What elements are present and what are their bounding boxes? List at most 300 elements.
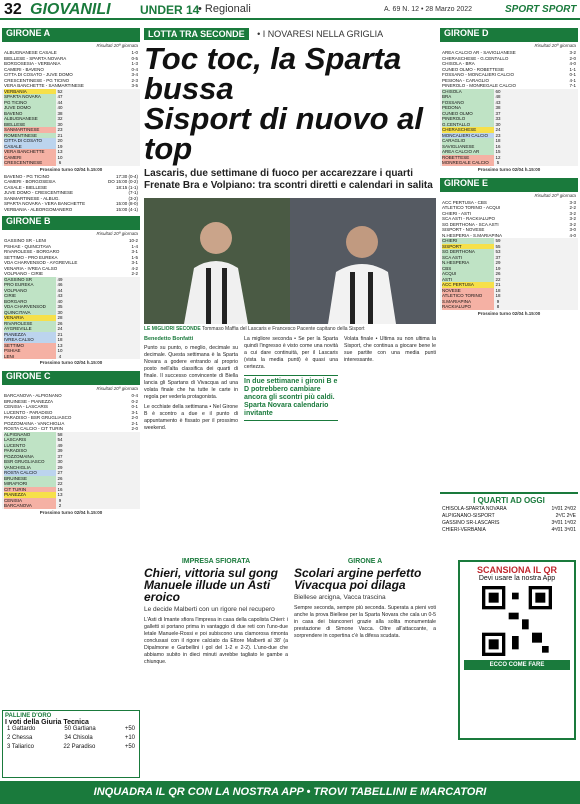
fixture-match: CASALE - BIELLESE bbox=[4, 184, 48, 190]
next-round: Prossimo turno 02/04 h.15:00 bbox=[39, 166, 103, 172]
paragraph-1: Punto su punto, o meglio, decimale su decimale. Questa settimana è la Sparta Novara a godere entrando al proprio posto nell'alta classifica dei quarti di finale. Il successo convincente di Biella lancia gli Spartans di Vivacqua ad una volata finale che ha tutte le carte in regola per vederla protagonista. bbox=[144, 345, 238, 400]
team-points: 16 bbox=[57, 486, 63, 492]
paragraph-4: Le occhiate della settimana • Nel Girone B è scontro a due e il punto di appuntamento è fissato per il prossimo weekend. bbox=[144, 404, 238, 431]
team-points: 13 bbox=[57, 342, 63, 348]
right-standings-column bbox=[440, 24, 578, 318]
team-name: ALPIGNANO bbox=[4, 432, 56, 438]
article-kicker-secondary: • I NOVARESI NELLA GRIGLIA bbox=[257, 29, 384, 39]
team-points: 47 bbox=[57, 94, 63, 99]
team-points: 5 bbox=[496, 160, 500, 165]
team-name: CRESCENTINESE bbox=[4, 160, 56, 166]
quarti-row bbox=[440, 513, 578, 520]
team-points: 37 bbox=[495, 110, 501, 116]
player-name: 2 Chessa bbox=[7, 735, 33, 741]
main-article bbox=[144, 24, 436, 432]
result-match: BRUINESE - PIANEZZA bbox=[4, 398, 54, 404]
result-score: 4-1 bbox=[569, 77, 576, 83]
fixture-time: 17:30 (0-4) bbox=[115, 173, 138, 179]
team-points: 39 bbox=[57, 448, 63, 453]
result-match: SCA ASTI - RACKIALUPO bbox=[442, 216, 496, 221]
standings-table bbox=[2, 277, 140, 360]
palline-row bbox=[5, 735, 137, 744]
result-match: N.HESPERIA - S.MARIAPINA bbox=[442, 232, 503, 238]
team-points: 10 bbox=[57, 348, 63, 353]
team-points: 22 bbox=[57, 481, 63, 486]
result-match: CHERASCHESE - G.CENTALLO bbox=[442, 55, 509, 61]
result-score: 4-0 bbox=[569, 232, 576, 238]
team-points: 10 bbox=[57, 154, 63, 160]
team-name: BRUINESE bbox=[4, 476, 56, 482]
chieri-title: Chieri, vittoria sul gong Manuele illude un Asti eroico bbox=[144, 566, 279, 604]
article-col-1 bbox=[144, 336, 238, 432]
group-subtitle: Risultati 20ª giornata bbox=[96, 386, 138, 391]
team-name: VDA CHARVENSOD bbox=[4, 304, 56, 310]
result-score: 1-0 bbox=[131, 50, 138, 55]
fixture-time: DO 15:00 (0-2) bbox=[107, 179, 138, 184]
player-score: +10 bbox=[124, 735, 135, 741]
team-name: ROSTA CALCIO bbox=[4, 470, 56, 476]
section-title: GIOVANILI bbox=[30, 1, 111, 18]
quarti-match: CHIERI-VERBANIA bbox=[442, 527, 486, 533]
team-name: LUCENTO bbox=[4, 443, 56, 449]
team-points: 59 bbox=[495, 238, 501, 243]
team-points: 13 bbox=[57, 149, 63, 154]
title-line-1: Toc toc, la Sparta bussa bbox=[144, 41, 402, 106]
team-points: 26 bbox=[495, 271, 501, 276]
quarti-seed: 3ª/01 1ª/02 bbox=[551, 520, 576, 526]
standings-table bbox=[2, 432, 140, 509]
result-score: 4-2 bbox=[131, 265, 138, 271]
article-photo bbox=[144, 198, 436, 324]
quarti-seed: 2ª/C 2ª/E bbox=[555, 513, 576, 519]
team-points: 16 bbox=[495, 143, 501, 149]
team-name: CHERASCHESE bbox=[442, 127, 494, 133]
result-match: VENARIA - IVREA CALSO bbox=[4, 265, 58, 271]
team-points: 44 bbox=[57, 99, 63, 105]
team-points: 48 bbox=[495, 94, 501, 99]
team-points: 29 bbox=[57, 464, 63, 470]
article-col-2 bbox=[244, 336, 338, 432]
group-title: GIRONE D bbox=[440, 28, 578, 42]
team-points: 21 bbox=[495, 282, 501, 287]
next-round: Prossimo turno 02/04 h.15:00 bbox=[477, 310, 541, 316]
caption-label: LE MIGLIORI SECONDE bbox=[144, 326, 201, 332]
team-name: VENARIA bbox=[4, 315, 56, 321]
team-points: 35 bbox=[57, 304, 63, 309]
team-name: VANCHIGLIA bbox=[4, 465, 56, 471]
team-name: RIVAROLESE bbox=[4, 321, 56, 327]
fixture-time: (7-1) bbox=[128, 190, 138, 195]
team-name: ASTI bbox=[442, 277, 494, 283]
result-match: CHISOLA - BRA bbox=[442, 61, 475, 66]
team-name: JUVE DOMO bbox=[4, 105, 56, 111]
quarti-match: GASSINO SR-LASCARIS bbox=[442, 520, 500, 526]
quarti-list bbox=[440, 506, 578, 534]
team-points: 30 bbox=[57, 121, 63, 127]
result-score: 2-1 bbox=[131, 420, 138, 426]
masthead-logo: SPORT SPORT bbox=[505, 4, 577, 15]
result-match: CRESCENTINESE - PG TICINO bbox=[4, 77, 70, 83]
team-points: 38 bbox=[57, 110, 63, 116]
team-points: 13 bbox=[57, 492, 63, 497]
result-match: ROSTA CALCIO - CIT TURIN bbox=[4, 426, 64, 431]
result-score: 3-5 bbox=[131, 83, 138, 88]
fixture-time: 15:00 (4-1) bbox=[115, 206, 138, 212]
team-name: LENI bbox=[4, 354, 56, 360]
team-name: VOLPIANO bbox=[4, 288, 56, 294]
team-name: PIANEZZA bbox=[4, 332, 56, 338]
fixture-row bbox=[2, 207, 140, 213]
team-name: LASCARIS bbox=[4, 437, 56, 443]
team-name: ALBUGNANESE bbox=[4, 116, 56, 122]
team-name: ROMENTINESE bbox=[4, 133, 56, 139]
team-name: SCA ASTI bbox=[442, 255, 494, 261]
result-score: 1-5 bbox=[131, 254, 138, 260]
result-score: 10-2 bbox=[128, 238, 138, 243]
team-points: 19 bbox=[495, 265, 501, 271]
team-name: CITTA DI COSATO bbox=[4, 138, 56, 144]
qr-howto-title: ECCO COME FARE bbox=[464, 660, 570, 670]
team-name: SPARTA NOVARA bbox=[4, 94, 56, 100]
result-match: VOLPIANO - CIRIE bbox=[4, 271, 44, 276]
team-name: PG TICINO bbox=[4, 100, 56, 106]
next-round: Prossimo turno 02/04 h.15:00 bbox=[477, 166, 541, 172]
result-score: 2-2 bbox=[569, 205, 576, 210]
result-score: 1-3 bbox=[131, 61, 138, 66]
result-match: CITTA DI COSATO - JUVE DOMO bbox=[4, 72, 73, 77]
team-points: 60 bbox=[495, 88, 501, 94]
palline-list bbox=[5, 726, 137, 753]
palline-row bbox=[5, 744, 137, 753]
scolari-text: Sempre seconda, sempre più seconda. Superata a pieni voti anche la prova Biellese per la Sparta Novara che cala un 0-5 in casa dei bianconeri grazie alla solita monumentale prestazione di Simone Vacca. Oltre all'attaccante, a sorprendere in copertina c'è la difesa scudata. bbox=[294, 605, 436, 639]
group-title: GIRONE C bbox=[2, 371, 140, 385]
team-points: 43 bbox=[57, 293, 63, 298]
team-name: SG DERTHONA bbox=[442, 249, 494, 255]
team-name: S.MARIAPINA bbox=[442, 299, 494, 305]
result-score: 3-2 bbox=[569, 221, 576, 227]
quarti-row bbox=[440, 520, 578, 527]
result-match: AREA CALCIO AR - SAVIGLIANESE bbox=[442, 50, 516, 55]
result-match: ALBUGNANESE CASALE bbox=[4, 50, 57, 55]
team-points: 55 bbox=[495, 243, 501, 249]
team-points: 52 bbox=[57, 88, 63, 94]
group-subtitle: Risultati 20ª giornata bbox=[534, 43, 576, 48]
team-name: VERBANIA bbox=[4, 89, 56, 95]
result-match: PSHIAE - QUINCITAVA bbox=[4, 243, 52, 249]
player-name: 1 Gattardo bbox=[7, 726, 36, 732]
team-points: 58 bbox=[57, 431, 63, 437]
quarti-match: CHISOLA-SPARTA NOVARA bbox=[442, 506, 507, 512]
author: Benedetto Bonfatti bbox=[144, 336, 194, 342]
team-name: BARCANOVA bbox=[4, 503, 56, 509]
result-score: 0-1 bbox=[131, 404, 138, 409]
qr-code-icon[interactable] bbox=[482, 586, 552, 656]
team-points: 44 bbox=[57, 287, 63, 293]
team-name: CARAGLIO bbox=[442, 138, 494, 144]
team-name: SETTIMO bbox=[4, 343, 56, 349]
team-points: 24 bbox=[495, 127, 501, 132]
result-score: 2-0 bbox=[569, 55, 576, 61]
team-points: 15 bbox=[495, 149, 501, 154]
team-points: 46 bbox=[57, 282, 63, 287]
quarti-row bbox=[440, 506, 578, 513]
result-score: 0-2 bbox=[131, 398, 138, 404]
result-score: 2-0 bbox=[131, 426, 138, 431]
group-title: GIRONE A bbox=[2, 28, 140, 42]
team-name: GASSINO SR bbox=[4, 277, 56, 283]
chieri-subtitle: Le decide Malberti con un rigore nel recupero bbox=[144, 606, 275, 613]
caption-text: Tommaso Maffia del Lascaris e Francesco Pacente capitano della Sisport bbox=[201, 326, 365, 332]
team-name: ROBETTESE bbox=[442, 155, 494, 161]
team-points: 22 bbox=[495, 276, 501, 282]
result-score: 3-1 bbox=[131, 409, 138, 415]
team-points: 28 bbox=[57, 315, 63, 320]
team-points: 6 bbox=[58, 160, 62, 165]
result-score: 3-4 bbox=[131, 72, 138, 77]
team-points: 12 bbox=[495, 154, 501, 160]
fixture-match: JUVE DOMO - CRESCENTINESE bbox=[4, 190, 74, 195]
team-points: 37 bbox=[495, 254, 501, 260]
player-club: 50 Gartiana bbox=[64, 726, 96, 732]
palline-subtitle: I voti della Giuria Tecnica bbox=[5, 719, 89, 726]
team-points: 18 bbox=[495, 138, 501, 143]
pull-quote: In due settimane i gironi B e D potrebbero cambiare ancora gli scontri più caldi. Sparta Novara calendario invitante bbox=[244, 375, 338, 421]
next-round: Prossimo turno 02/04 h.15:00 bbox=[39, 509, 103, 515]
group-subtitle: Risultati 20ª giornata bbox=[96, 43, 138, 48]
team-name: SANMARTINESE bbox=[4, 127, 56, 133]
team-points: 20 bbox=[57, 138, 63, 143]
group-title: GIRONE B bbox=[2, 216, 140, 230]
team-points: 27 bbox=[57, 470, 63, 475]
article-title bbox=[144, 41, 436, 166]
team-name: ACQUI bbox=[442, 271, 494, 277]
team-points: 37 bbox=[57, 453, 63, 459]
team-name: SAVIGLIANESE bbox=[442, 144, 494, 150]
team-points: 30 bbox=[57, 309, 63, 315]
quarti-seed: 1ª/01 2ª/02 bbox=[551, 506, 576, 512]
scolari-title: Scolari argine perfetto Vivacqua poi dilaga bbox=[294, 566, 422, 592]
team-points: 33 bbox=[495, 116, 501, 121]
group-subtitle: Risultati 20ª giornata bbox=[96, 231, 138, 236]
result-match: PARADISO - BSR GRUGLIASCO bbox=[4, 415, 72, 420]
result-match: PESIONA - CARAGLIO bbox=[442, 77, 490, 83]
result-score: 0-1 bbox=[569, 72, 576, 77]
result-match: VDA CHARVENSOD - AYGREVILLE bbox=[4, 260, 78, 265]
team-points: 8 bbox=[496, 304, 500, 309]
qr-title: SCANSIONA IL QR bbox=[476, 565, 557, 575]
result-match: BORGOSESIA - VERBANIA bbox=[4, 61, 61, 66]
chieri-text: L'Asti di Imante sfiora l'impresa in casa della capolista Chieri: i galletti si portano prima in vantaggio di due reti con l'uno-due letale Manuele-Rossi e poi subiscono una clamorosa rimonta conclusasi con il rigore calciato da Ettore Malberti al 38' (a Dipalmone e Garbellini i gol del 1-2 e 2-2). L'uno-due che abbiamo subito in dieci minuti avrebbe tagliato le gambe a chiunque. bbox=[144, 617, 288, 665]
result-match: SETTIMO - PRO EUREKA bbox=[4, 254, 58, 260]
team-name: ACC PERTUSA bbox=[442, 282, 494, 288]
fixture-time: 15:00 (8-0) bbox=[115, 201, 138, 206]
team-points: 40 bbox=[57, 105, 63, 110]
team-points: 49 bbox=[57, 276, 63, 282]
result-match: ATLETICO TORINO - ACQUI bbox=[442, 205, 501, 210]
standings-table bbox=[2, 89, 140, 166]
team-points: 24 bbox=[57, 326, 63, 331]
photo-caption bbox=[144, 326, 436, 332]
result-score: 1-4 bbox=[131, 243, 138, 249]
quarti-row bbox=[440, 527, 578, 534]
category-tag: UNDER 14 bbox=[140, 3, 200, 17]
team-name: QUINCITAVA bbox=[4, 310, 56, 316]
team-name: MONREGALE CALCIO bbox=[442, 160, 494, 166]
team-name: BRA bbox=[442, 94, 494, 100]
paragraph-2: La migliore seconda • Se per la Sparta quindi l'ingresso è visto come una novità a cui dare continuità, per il Lascaris (vista la media punti) è quasi una certezza. bbox=[244, 336, 338, 370]
article-scolari bbox=[294, 558, 436, 640]
team-points: 40 bbox=[57, 298, 63, 304]
result-match: GASSINO SR - LENI bbox=[4, 238, 47, 243]
team-name: CIT TURIN bbox=[4, 487, 56, 493]
issue-date: A. 69 N. 12 • 28 Marzo 2022 bbox=[384, 6, 473, 13]
result-score: 2-2 bbox=[131, 271, 138, 276]
left-standings-column bbox=[2, 24, 140, 517]
result-score: 4-0 bbox=[569, 61, 576, 66]
player-name: 3 Taliarico bbox=[7, 744, 34, 750]
team-name: ATLETICO TORINO bbox=[442, 293, 494, 299]
team-name: SISPORT bbox=[442, 244, 494, 250]
result-score: 3-1 bbox=[131, 260, 138, 265]
result-score: 3-3 bbox=[569, 199, 576, 205]
result-match: LUCENTO - PARADISO bbox=[4, 409, 53, 415]
team-name: N.HESPERIA bbox=[442, 260, 494, 266]
team-points: 18 bbox=[495, 293, 501, 298]
team-points: 38 bbox=[495, 105, 501, 110]
team-points: 23 bbox=[495, 132, 501, 138]
team-name: BORGARO bbox=[4, 299, 56, 305]
qr-subtitle: Devi usare la nostra App bbox=[478, 575, 556, 582]
standings-table bbox=[440, 238, 578, 310]
group-subtitle: Risultati 20ª giornata bbox=[534, 192, 576, 198]
result-score: 7-1 bbox=[569, 83, 576, 88]
result-match: PINEROLO - MONREGALE CALCIO bbox=[442, 83, 517, 88]
team-name: CAMERI bbox=[4, 155, 56, 161]
result-match: CAMERI - BAVENO bbox=[4, 66, 44, 72]
team-points: 30 bbox=[57, 459, 63, 464]
result-match: SISPORT - NOVESE bbox=[442, 227, 485, 232]
team-points: 2 bbox=[58, 503, 62, 508]
team-name: RACKIALUPO bbox=[442, 304, 494, 310]
qr-box bbox=[458, 560, 576, 740]
team-name: FOSSANO bbox=[442, 100, 494, 106]
team-points: 26 bbox=[57, 320, 63, 326]
title-line-2: Sisport di nuovo al top bbox=[144, 101, 424, 166]
team-name: CUNEO OLMO bbox=[442, 111, 494, 117]
team-name: PSHIAE bbox=[4, 348, 56, 354]
team-points: 43 bbox=[495, 99, 501, 105]
team-name: POZZOMAINA bbox=[4, 454, 56, 460]
article-body bbox=[144, 336, 436, 432]
team-points: 53 bbox=[495, 249, 501, 254]
team-name: CENISIA bbox=[4, 498, 56, 504]
team-points: 23 bbox=[57, 127, 63, 132]
scolari-kicker: GIRONE A bbox=[347, 558, 383, 565]
result-match: CUNEO OLMO - ROBETTESE bbox=[442, 66, 505, 72]
result-score: 0-4 bbox=[131, 66, 138, 72]
result-match: BARCANOVA - ALPIGNANO bbox=[4, 393, 62, 398]
team-points: 18 bbox=[495, 287, 501, 293]
team-points: 49 bbox=[57, 442, 63, 448]
team-name: AYGREVILLE bbox=[4, 326, 56, 332]
fixture-match: VERBANIA - ALBORGOMANERO bbox=[4, 206, 73, 212]
team-points: 4 bbox=[58, 353, 62, 359]
team-points: 54 bbox=[57, 437, 63, 442]
group-title: GIRONE E bbox=[440, 178, 578, 192]
chieri-kicker: IMPRESA SFIORATA bbox=[181, 558, 251, 565]
quarti-seed: 4ª/01 3ª/01 bbox=[551, 527, 576, 533]
team-name: PIANEZZA bbox=[4, 492, 56, 498]
standings-table bbox=[440, 89, 578, 166]
team-name: PRO EUREKA bbox=[4, 282, 56, 288]
bottom-banner: INQUADRA IL QR CON LA NOSTRA APP • TROVI TABELLINI E MARCATORI bbox=[0, 781, 580, 804]
result-match: CHIERI - ASTI bbox=[442, 210, 472, 216]
page-header bbox=[0, 0, 580, 20]
quarti-match: ALPIGNANO-SISPORT bbox=[442, 513, 495, 519]
team-points: 21 bbox=[57, 132, 63, 138]
team-points: 29 bbox=[495, 260, 501, 265]
team-name: BAVENO bbox=[4, 111, 56, 117]
result-score: 3-2 bbox=[569, 50, 576, 55]
team-name: CHISOLA bbox=[442, 89, 494, 95]
team-name: CASALE bbox=[4, 144, 56, 150]
result-score: 3-2 bbox=[569, 216, 576, 221]
team-points: 32 bbox=[57, 116, 63, 121]
fixture-match: SANMARTINESE - ALBUG. bbox=[4, 195, 60, 201]
result-score: 3-1 bbox=[131, 249, 138, 254]
team-points: 18 bbox=[57, 337, 63, 342]
player-club: 34 Chisola bbox=[64, 735, 93, 741]
palline-row bbox=[5, 726, 137, 735]
team-name: MIRAFIORI bbox=[4, 481, 56, 487]
quarti-box bbox=[440, 488, 578, 534]
fixture-time: (3-2) bbox=[128, 195, 138, 201]
paragraph-3: Volata finale • Ultima su non ultima la Sisport, che continua a giocare bene le sue partite con una media punti interessante. bbox=[344, 336, 436, 363]
team-points: 9 bbox=[496, 298, 500, 304]
result-match: FOSSANO - MONCALIERI CALCIO bbox=[442, 72, 515, 77]
fixture-match: SPARTA NOVARA - VERA BANCHETTE bbox=[4, 201, 86, 206]
team-name: BSR GRUGLIASCO bbox=[4, 459, 56, 465]
team-name: BIELLESE bbox=[4, 122, 56, 128]
team-name: AREA CALCIO AR bbox=[442, 149, 494, 155]
team-name: CIRIE bbox=[4, 293, 56, 299]
fixture-time: 18:15 (1-1) bbox=[115, 184, 138, 190]
result-match: POZZOMAINA - VANCHIGLIA bbox=[4, 420, 65, 426]
result-match: CENISIA - LASCARIS bbox=[4, 404, 49, 409]
team-points: 21 bbox=[57, 331, 63, 337]
result-match: ACC PERTUSA - CBS bbox=[442, 199, 487, 205]
player-club: 22 Paradiso bbox=[63, 744, 96, 750]
page-number: 32 bbox=[4, 1, 22, 18]
category-subtag: • Regionali bbox=[198, 3, 251, 15]
result-score: 1-1 bbox=[569, 66, 576, 72]
team-points: 30 bbox=[495, 121, 501, 127]
team-name: IVREA CALSO bbox=[4, 337, 56, 343]
result-score: 0-4 bbox=[131, 393, 138, 398]
scolari-subtitle: Biellese arcigna, Vacca trascina bbox=[294, 594, 386, 601]
photo-illustration bbox=[144, 198, 436, 324]
team-name: CBS bbox=[442, 266, 494, 272]
team-name: NOVESE bbox=[442, 288, 494, 294]
palline-oro-box bbox=[2, 710, 140, 778]
fixture-match: CAMERI - BORGOSESIA bbox=[4, 179, 56, 184]
article-chieri bbox=[144, 558, 288, 666]
result-score: 3-2 bbox=[569, 210, 576, 216]
result-match: BIELLESE - SPARTA NOVARA bbox=[4, 55, 67, 61]
result-match: SG DERTHONA - SCA ASTI bbox=[442, 221, 499, 227]
team-name: MONCALIERI CALCIO bbox=[442, 133, 494, 139]
result-match: VERA BANCHETTE - SANMARTINESE bbox=[4, 83, 84, 88]
